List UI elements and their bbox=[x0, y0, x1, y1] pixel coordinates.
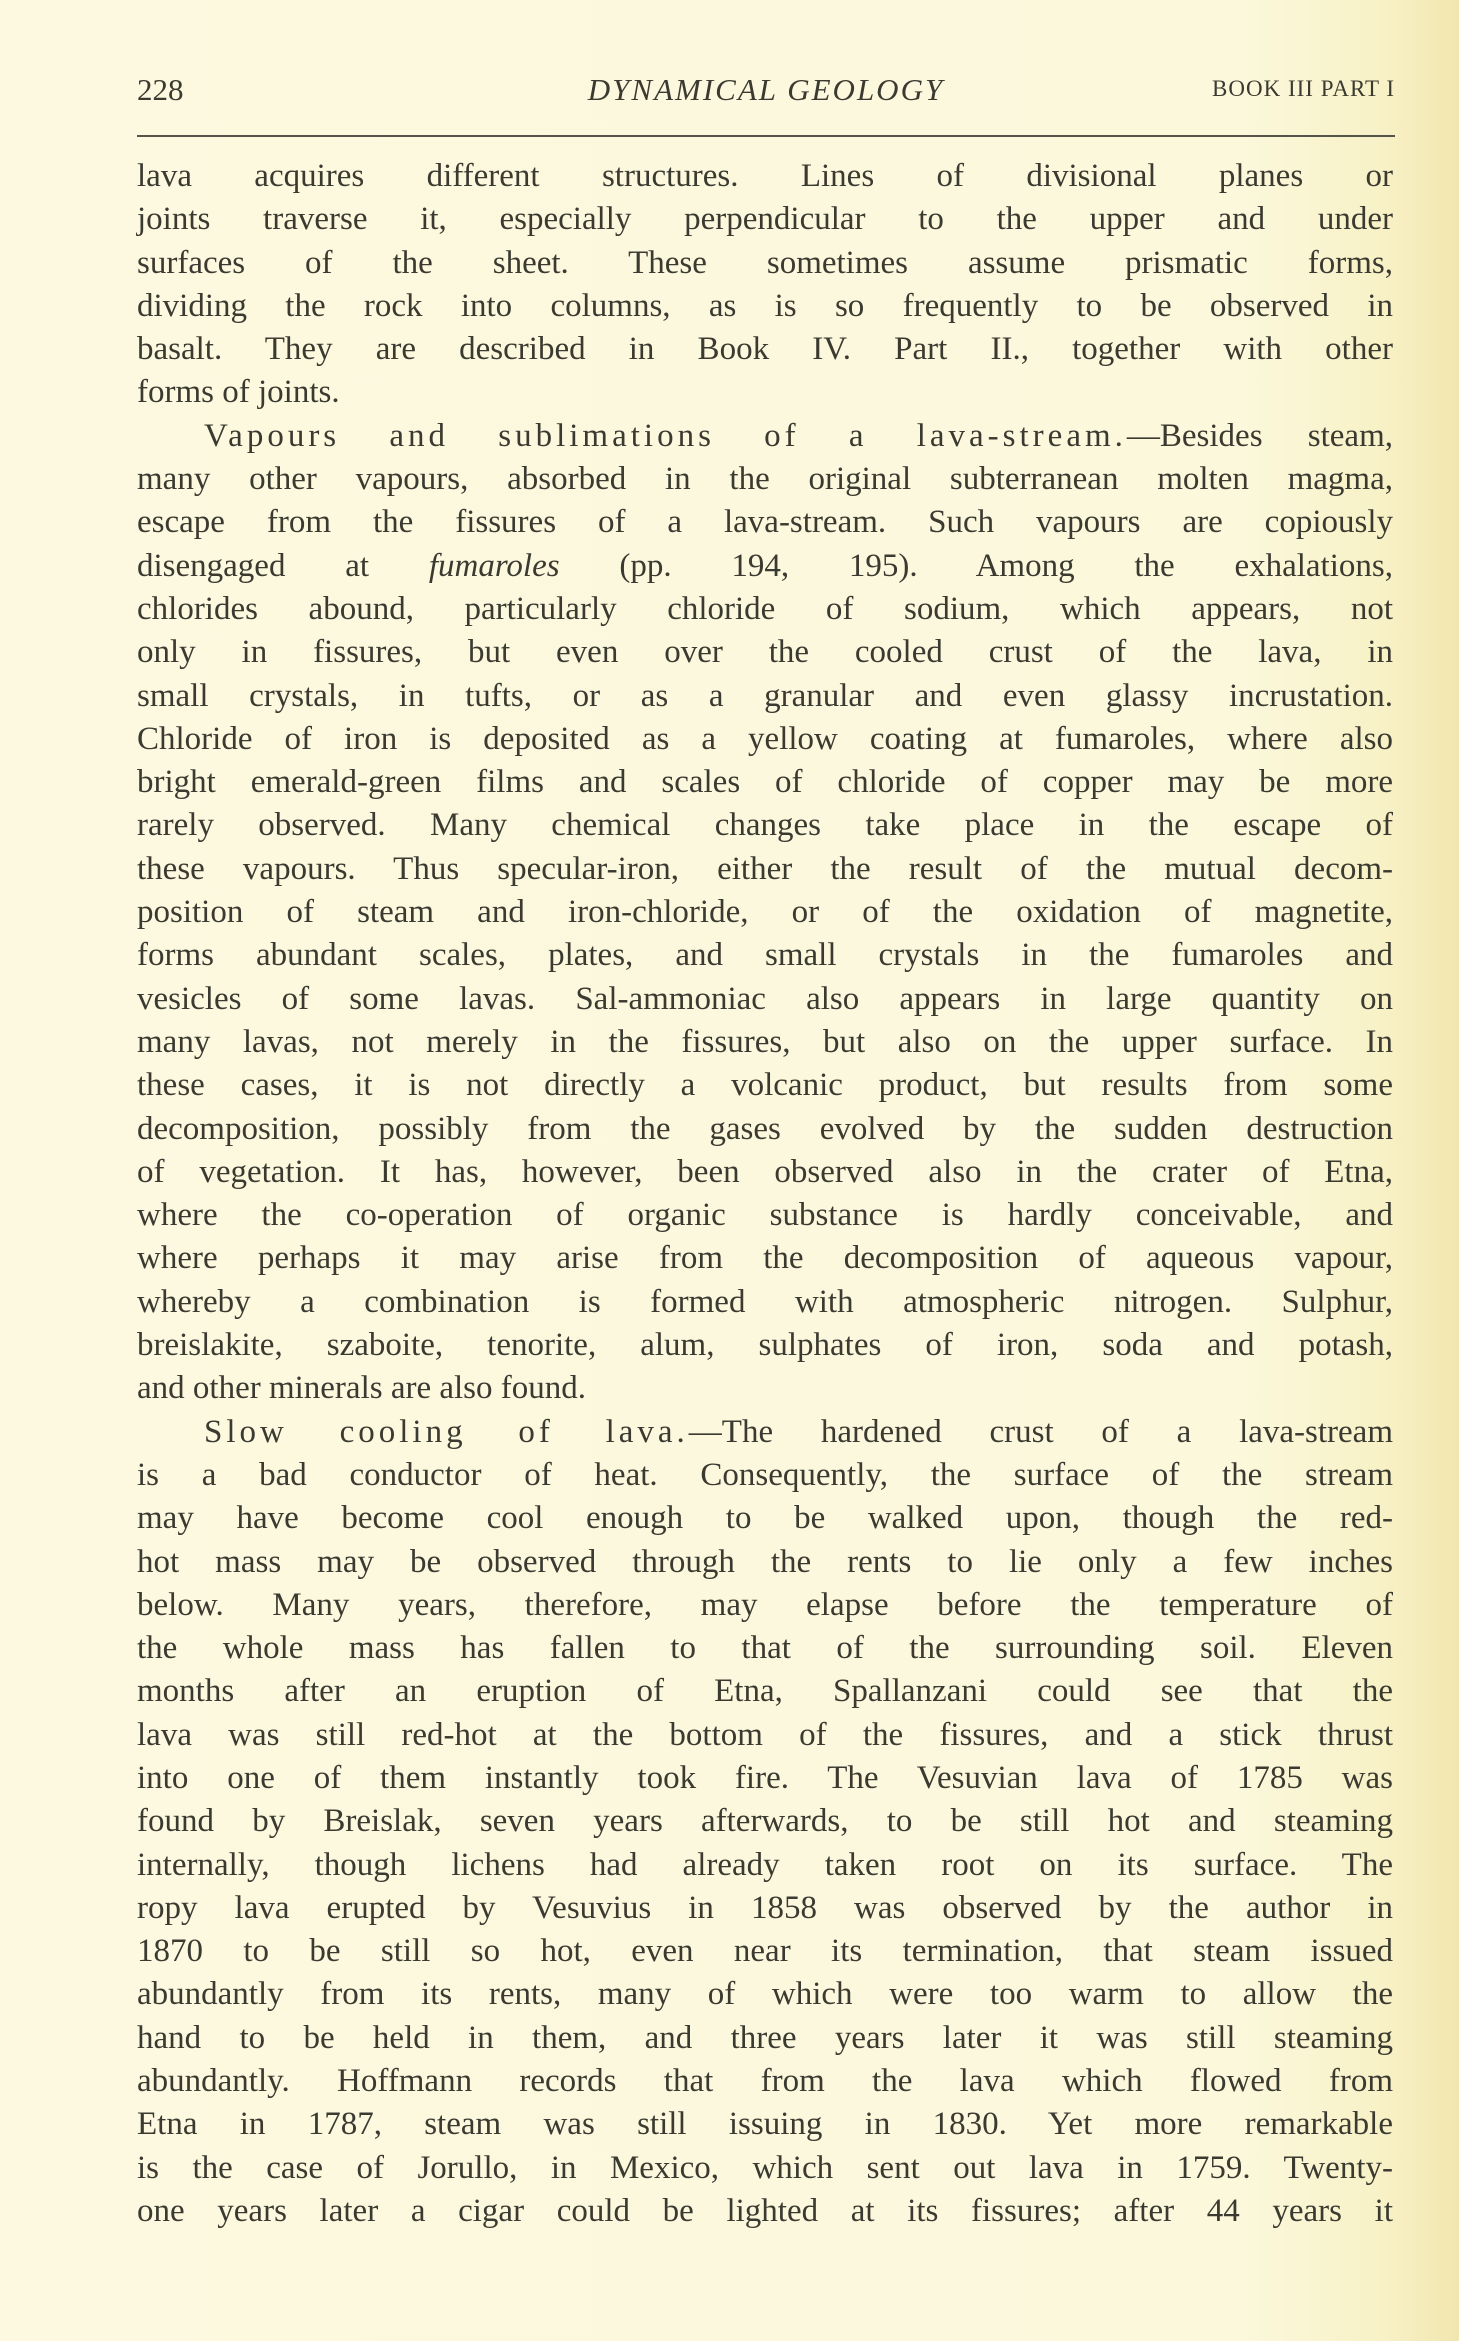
text-line bbox=[137, 501, 1393, 544]
text-line bbox=[137, 2147, 1393, 2190]
running-header bbox=[137, 72, 1395, 116]
text-run: these cases, it is not directly a volcanic product, but results from some bbox=[137, 1067, 1393, 1104]
text-line bbox=[137, 198, 1393, 241]
text-run: internally, though lichens had already taken root on its surface. The bbox=[137, 1846, 1393, 1883]
text-line bbox=[137, 1151, 1393, 1194]
text-run: disengaged at bbox=[137, 547, 429, 584]
text-line bbox=[137, 848, 1393, 891]
text-run: one years later a cigar could be lighted at its fissures; after 44 years it bbox=[137, 2192, 1393, 2229]
text-run: (pp. 194, 195). Among the exhalations, bbox=[559, 547, 1393, 584]
text-line bbox=[137, 242, 1393, 285]
text-run: many lavas, not merely in the fissures, but also on the upper surface. In bbox=[137, 1023, 1393, 1060]
body-text bbox=[137, 155, 1393, 2233]
text-line bbox=[137, 2190, 1393, 2233]
text-line bbox=[137, 1324, 1393, 1367]
text-run: joints traverse it, especially perpendicular to the upper and under bbox=[137, 201, 1393, 238]
header-rule bbox=[137, 135, 1395, 137]
text-line bbox=[137, 1800, 1393, 1843]
text-run: hot mass may be observed through the rents to lie only a few inches bbox=[137, 1543, 1393, 1580]
text-line bbox=[137, 1584, 1393, 1627]
paragraph bbox=[137, 415, 1393, 1411]
text-run: —Besides steam, bbox=[1126, 417, 1393, 454]
text-line bbox=[137, 1887, 1393, 1930]
section-label: BOOK III PART I bbox=[1212, 76, 1395, 101]
text-run: lava was still red-hot at the bottom of the fissures, and a stick thrust bbox=[137, 1716, 1393, 1753]
text-run: chlorides abound, particularly chloride of sodium, which appears, not bbox=[137, 590, 1393, 627]
text-line bbox=[137, 1237, 1393, 1280]
text-line bbox=[137, 1627, 1393, 1670]
text-line bbox=[137, 1367, 1393, 1410]
text-run: is a bad conductor of heat. Consequently, the surface of the stream bbox=[137, 1456, 1393, 1493]
text-line bbox=[137, 1844, 1393, 1887]
text-line bbox=[137, 1411, 1393, 1454]
text-line bbox=[137, 1454, 1393, 1497]
text-run: Etna in 1787, steam was still issuing in 1830. Yet more remarkable bbox=[137, 2106, 1393, 2143]
text-run: rarely observed. Many chemical changes take place in the escape of bbox=[137, 807, 1393, 844]
text-line bbox=[137, 1064, 1393, 1107]
text-run: and other minerals are also found. bbox=[137, 1370, 587, 1407]
text-run: forms abundant scales, plates, and small crystals in the fumaroles and bbox=[137, 937, 1393, 974]
text-line bbox=[137, 2017, 1393, 2060]
text-line bbox=[137, 978, 1393, 1021]
text-run: abundantly. Hoffmann records that from the lava which flowed from bbox=[137, 2063, 1393, 2100]
text-run: ropy lava erupted by Vesuvius in 1858 was observed by the author in bbox=[137, 1889, 1393, 1926]
text-line bbox=[137, 1281, 1393, 1324]
text-line bbox=[137, 1021, 1393, 1064]
text-run: vesicles of some lavas. Sal-ammoniac also appears in large quantity on bbox=[137, 980, 1393, 1017]
text-line bbox=[137, 804, 1393, 847]
text-run: months after an eruption of Etna, Spallanzani could see that the bbox=[137, 1673, 1393, 1710]
italic-term: fumaroles bbox=[428, 547, 560, 584]
text-line bbox=[137, 328, 1393, 371]
text-line bbox=[137, 1541, 1393, 1584]
text-line bbox=[137, 458, 1393, 501]
running-title: DYNAMICAL GEOLOGY bbox=[587, 72, 945, 107]
paragraph bbox=[137, 155, 1393, 415]
text-line bbox=[137, 285, 1393, 328]
text-line bbox=[137, 2103, 1393, 2146]
text-run: into one of them instantly took fire. The Vesuvian lava of 1785 was bbox=[137, 1759, 1393, 1796]
text-line bbox=[137, 631, 1393, 674]
paragraph bbox=[137, 1411, 1393, 2234]
text-line bbox=[137, 761, 1393, 804]
text-run: where the co-operation of organic substance is hardly conceivable, and bbox=[137, 1197, 1393, 1234]
text-line bbox=[137, 1714, 1393, 1757]
text-run: below. Many years, therefore, may elapse before the temperature of bbox=[137, 1586, 1393, 1623]
section-heading: Slow cooling of lava. bbox=[204, 1413, 689, 1450]
text-line bbox=[137, 371, 1393, 414]
text-run: decomposition, possibly from the gases evolved by the sudden destruction bbox=[137, 1110, 1393, 1147]
text-line bbox=[137, 1670, 1393, 1713]
text-line bbox=[137, 1757, 1393, 1800]
text-run: —The hardened crust of a lava-stream bbox=[688, 1413, 1393, 1450]
text-run: may have become cool enough to be walked upon, though the red- bbox=[137, 1500, 1393, 1537]
text-run: only in fissures, but even over the cooled crust of the lava, in bbox=[137, 634, 1393, 671]
text-line bbox=[137, 934, 1393, 977]
text-run: forms of joints. bbox=[137, 374, 340, 411]
text-run: where perhaps it may arise from the decomposition of aqueous vapour, bbox=[137, 1240, 1393, 1277]
text-run: position of steam and iron-chloride, or of the oxidation of magnetite, bbox=[137, 894, 1393, 931]
section-heading: Vapours and sublimations of a lava-stream. bbox=[204, 417, 1127, 454]
text-line bbox=[137, 415, 1393, 458]
text-line bbox=[137, 1973, 1393, 2016]
text-run: these vapours. Thus specular-iron, either the result of the mutual decom- bbox=[137, 850, 1393, 887]
text-run: is the case of Jorullo, in Mexico, which sent out lava in 1759. Twenty- bbox=[137, 2149, 1393, 2186]
text-line bbox=[137, 2060, 1393, 2103]
text-run: of vegetation. It has, however, been observed also in the crater of Etna, bbox=[137, 1153, 1393, 1190]
text-line bbox=[137, 1194, 1393, 1237]
text-run: bright emerald-green films and scales of chloride of copper may be more bbox=[137, 764, 1393, 801]
text-run: found by Breislak, seven years afterwards, to be still hot and steaming bbox=[137, 1803, 1393, 1840]
text-run: lava acquires different structures. Lines of divisional planes or bbox=[137, 158, 1393, 194]
text-line bbox=[137, 1497, 1393, 1540]
page-number: 228 bbox=[137, 72, 184, 107]
text-run: the whole mass has fallen to that of the surrounding soil. Eleven bbox=[137, 1630, 1393, 1667]
text-run: many other vapours, absorbed in the original subterranean molten magma, bbox=[137, 461, 1393, 498]
text-run: escape from the fissures of a lava-stream. Such vapours are copiously bbox=[137, 504, 1393, 541]
text-line bbox=[137, 891, 1393, 934]
text-run: breislakite, szaboite, tenorite, alum, sulphates of iron, soda and potash, bbox=[137, 1327, 1393, 1364]
text-run: dividing the rock into columns, as is so frequently to be observed in bbox=[137, 287, 1393, 324]
text-run: abundantly from its rents, many of which were too warm to allow the bbox=[137, 1976, 1393, 2013]
text-run: basalt. They are described in Book IV. Part II., together with other bbox=[137, 331, 1393, 368]
text-line bbox=[137, 588, 1393, 631]
text-line bbox=[137, 675, 1393, 718]
text-run: surfaces of the sheet. These sometimes assume prismatic forms, bbox=[137, 244, 1393, 281]
text-run: hand to be held in them, and three years later it was still steaming bbox=[137, 2019, 1393, 2056]
text-run: Chloride of iron is deposited as a yellow coating at fumaroles, where also bbox=[137, 720, 1393, 757]
text-run: 1870 to be still so hot, even near its termination, that steam issued bbox=[137, 1933, 1393, 1970]
text-line bbox=[137, 545, 1393, 588]
text-line bbox=[137, 718, 1393, 761]
text-line bbox=[137, 1930, 1393, 1973]
text-run: whereby a combination is formed with atmospheric nitrogen. Sulphur, bbox=[137, 1283, 1393, 1320]
text-run: small crystals, in tufts, or as a granular and even glassy incrustation. bbox=[137, 677, 1393, 714]
text-line bbox=[137, 1108, 1393, 1151]
text-line bbox=[137, 155, 1393, 198]
